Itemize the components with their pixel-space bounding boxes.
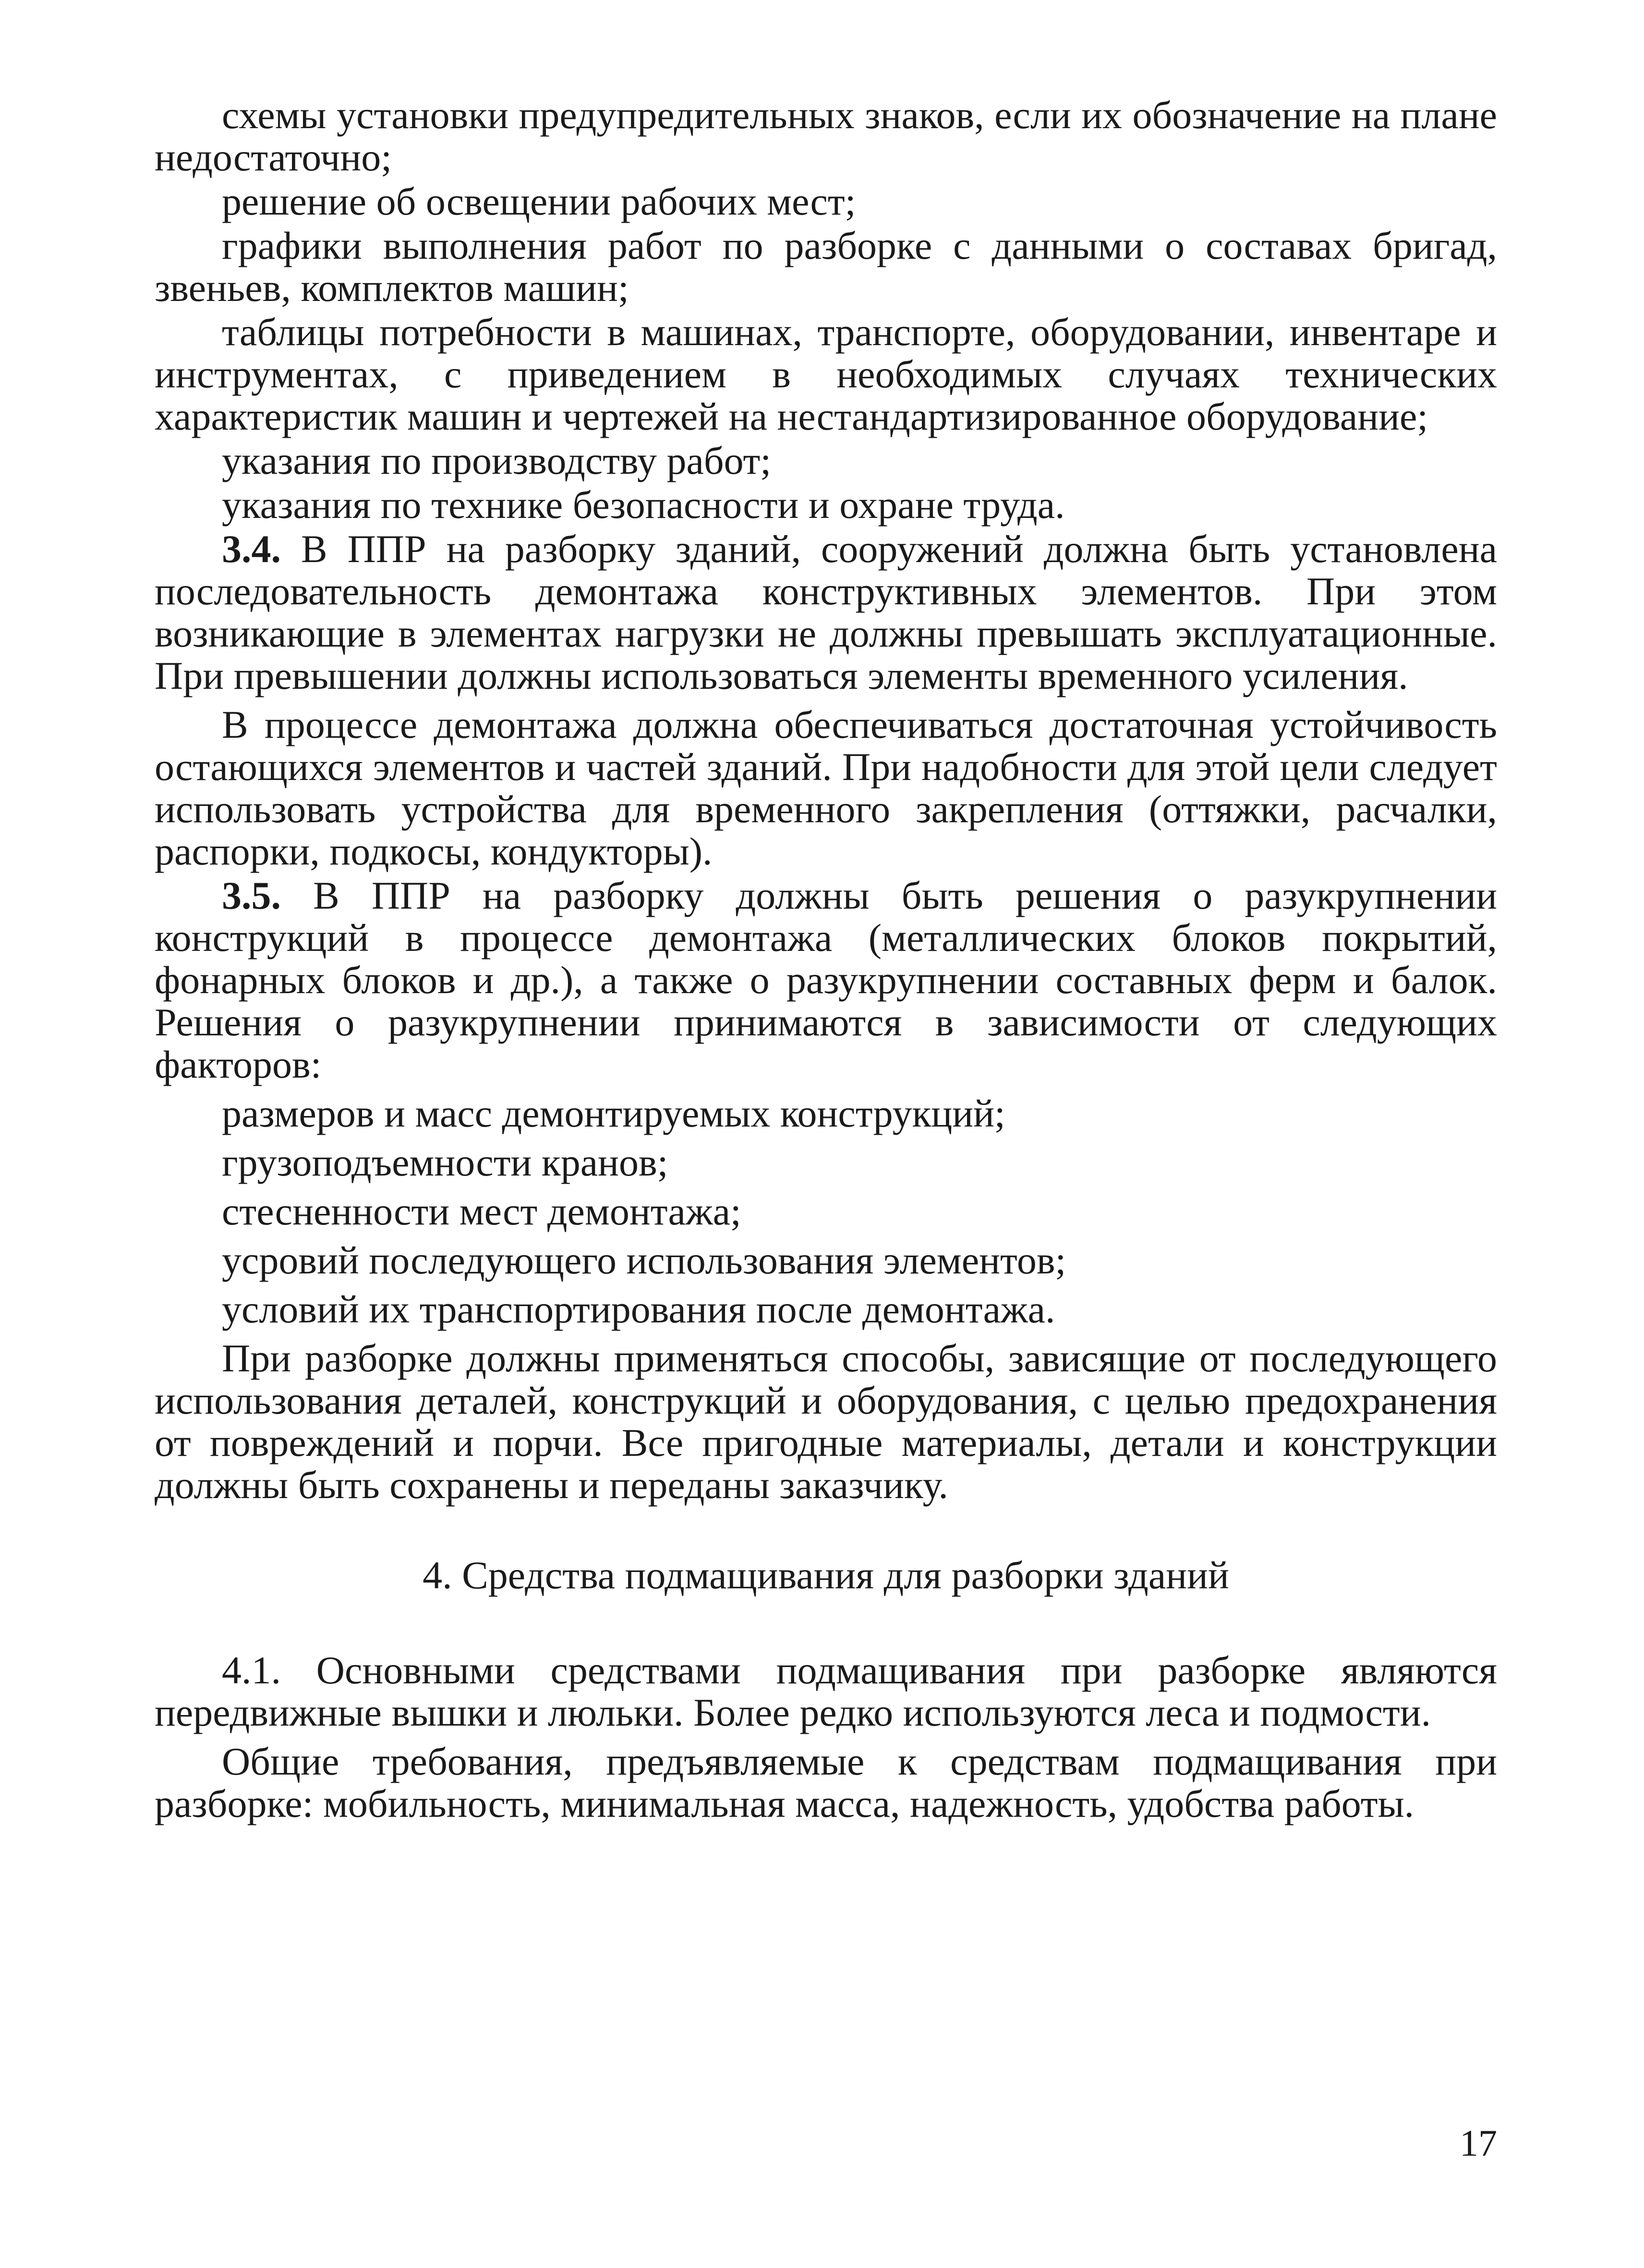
list-item: указания по производству работ; <box>222 439 772 482</box>
section-heading: 4. Средства подмащивания для разборки зданий <box>423 1553 1229 1597</box>
paragraph: Общие требования, предъявляемые к средствам подмащивания при разборке: мобильность, минимальная масса, надежность, удобства работы. <box>155 1740 1497 1825</box>
section-text: В ППР на разборку должны быть решения о разукрупнении конструкций в процессе демонтажа (металлических блоков покрытий, фонарных блоков и др.), а также о разукрупнении составных ферм и балок. Решения о разукрупнении принимаются в зависимости от следующих факторов: <box>155 874 1498 1086</box>
section-text: В ППР на разборку зданий, сооружений должна быть установлена последовательность демонтажа конструктивных элементов. При этом возникающие в элементах нагрузки не должны превышать эксплуатационные. При превышении должны использоваться элементы временного усиления. <box>155 527 1497 697</box>
list-item: грузоподъемности кранов; <box>222 1140 668 1184</box>
list-item: размеров и масс демонтируемых конструкций; <box>222 1092 1005 1135</box>
list-item: решение об освещении рабочих мест; <box>222 180 856 223</box>
list-item: указания по технике безопасности и охране труда. <box>222 483 1065 527</box>
page-number: 17 <box>1460 2122 1497 2164</box>
paragraph: В процессе демонтажа должна обеспечиваться достаточная устойчивость остающихся элементов и частей зданий. При надобности для этой цели следует использовать устройства для временного закрепления (оттяжки, расчалки, распорки, подкосы, кондукторы). <box>155 703 1497 873</box>
paragraph: При разборке должны применяться способы, зависящие от последующего использования деталей, конструкций и оборудования, с целью предохранения от повреждений и порчи. Все пригодные материалы, детали и конструкции должны быть сохранены и переданы заказчику. <box>155 1336 1497 1507</box>
section-text: Основными средствами подмащивания при разборке являются передвижные вышки и люльки. Более редко используются леса и подмости. <box>155 1648 1497 1734</box>
section-number: 3.4. <box>222 527 281 571</box>
section-number: 4.1. <box>222 1648 281 1692</box>
section-number: 3.5. <box>222 874 281 917</box>
list-item: графики выполнения работ по разборке с данными о составах бригад, звеньев, комплектов машин; <box>155 224 1497 310</box>
list-item: таблицы потребности в машинах, транспорте, оборудовании, инвентаре и инструментах, с приведением в необходимых случаях технических характеристик машин и чертежей на нестандартизированное оборудование; <box>155 310 1497 438</box>
list-item: стесненности мест демонтажа; <box>222 1189 741 1233</box>
list-item: усровий последующего использования элементов; <box>222 1238 1066 1282</box>
section-4-1-paragraph <box>155 1649 1497 1734</box>
list-item: условий их транспортирования после демонтажа. <box>222 1287 1055 1331</box>
section-3-4-paragraph <box>155 528 1497 697</box>
document-page <box>155 94 1497 1827</box>
list-item: схемы установки предупредительных знаков, если их обозначение на плане недостаточно; <box>155 93 1497 179</box>
section-3-5-paragraph <box>155 875 1497 1086</box>
